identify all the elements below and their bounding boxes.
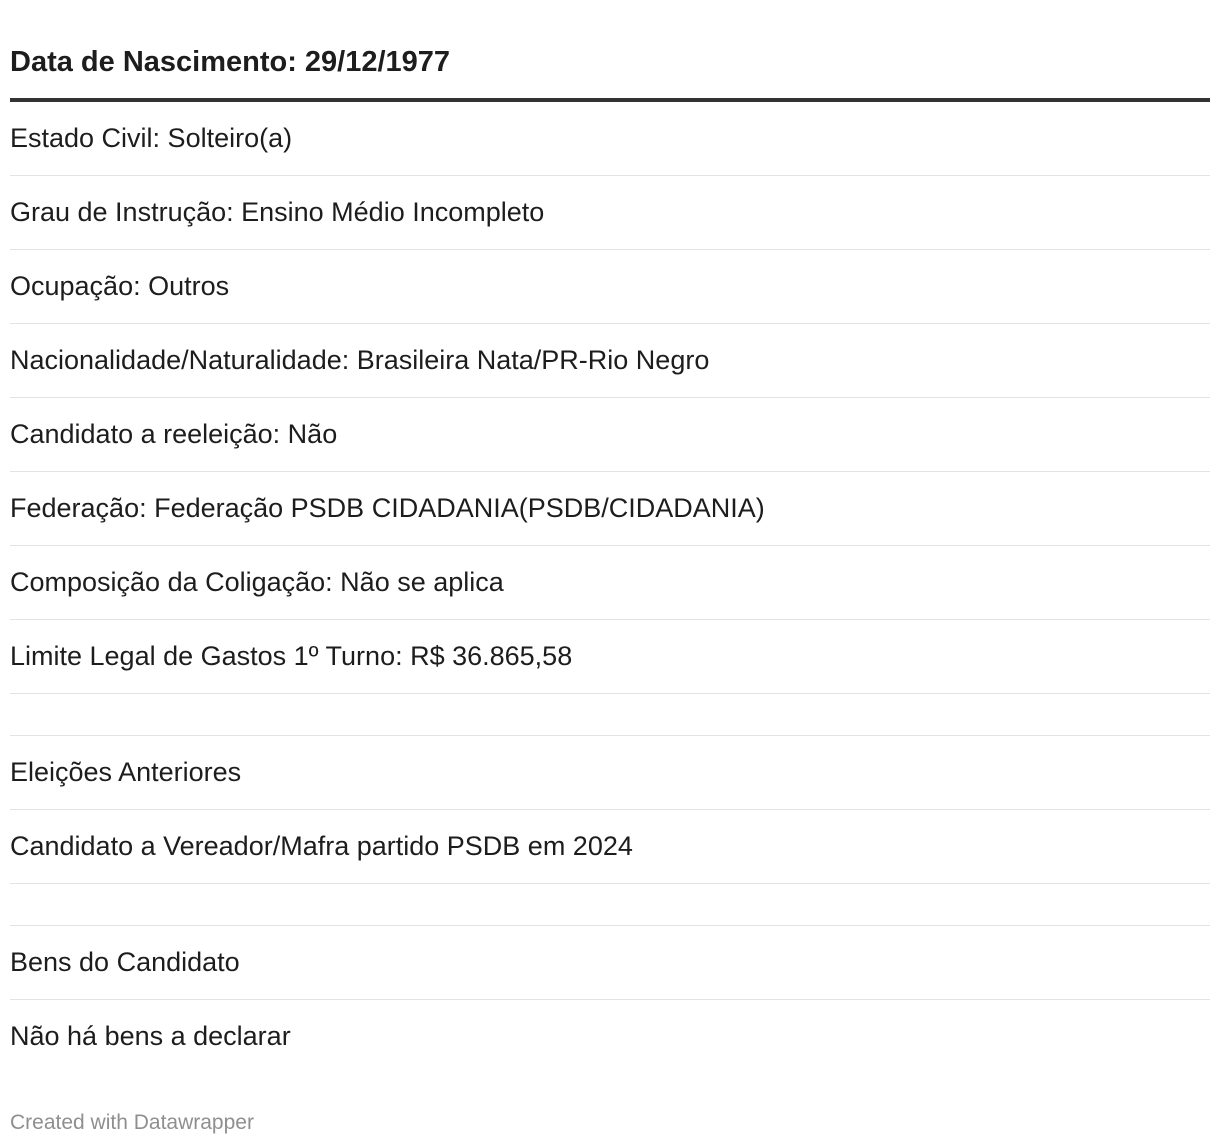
table-row-occupation [10,250,1210,324]
table-header [10,0,1210,102]
table-row-coalition [10,546,1210,620]
table-cell: Eleições Anteriores [10,757,242,787]
table-row-previous-election [10,810,1210,884]
datawrapper-credit: Created with Datawrapper [10,1111,254,1134]
table-cell: Estado Civil: Solteiro(a) [10,123,293,153]
table-cell: Limite Legal de Gastos 1º Turno: R$ 36.865,58 [10,641,573,671]
table-cell: Ocupação: Outros [10,271,230,301]
table-row-spending-limit [10,620,1210,694]
table-row-previous-elections-heading [10,736,1210,810]
table-cell: Não há bens a declarar [10,1021,291,1051]
table-row-federation [10,472,1210,546]
candidate-info-table [10,0,1210,1073]
table-row-civil-status [10,102,1210,176]
table-row-assets [10,1000,1210,1073]
header-title: Data de Nascimento: 29/12/1977 [10,46,451,78]
table-cell: Grau de Instrução: Ensino Médio Incompleto [10,197,545,227]
table-row-empty [10,694,1210,736]
table-cell: Composição da Coligação: Não se aplica [10,567,504,597]
table-row-assets-heading [10,926,1210,1000]
table-cell: Federação: Federação PSDB CIDADANIA(PSDB/CIDADANIA) [10,493,765,523]
table-row-nationality [10,324,1210,398]
table-cell: Nacionalidade/Naturalidade: Brasileira Nata/PR-Rio Negro [10,345,710,375]
table-row-empty [10,884,1210,926]
table-cell: Candidato a Vereador/Mafra partido PSDB em 2024 [10,831,633,861]
table-cell: Bens do Candidato [10,947,240,977]
table-cell: Candidato a reeleição: Não [10,419,338,449]
table-row-reelection [10,398,1210,472]
table-row-education [10,176,1210,250]
